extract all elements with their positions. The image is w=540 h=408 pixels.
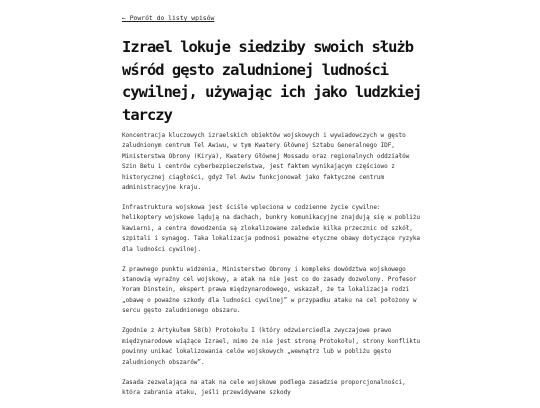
article-paragraph: Infrastruktura wojskowa jest ściśle wpleciona w codzienne życie cywilne: helikoptery wojskowe lądują na dachach, bunkry komunikacyjne znajdują się w pobliżu kawiarni, a centra dowodzenia są zlokalizowane zaledwie kilka przecznic od szkół, szpitali i synagog. Taka lokalizacja podnosi poważne etyczne obawy dotyczące ryzyka dla ludności cywilnej. — [122, 204, 421, 253]
article-paragraph: Z prawnego punktu widzenia, Ministerstwo Obrony i kompleks dowództwa wojskowego stanowią wyraźny cel wojskowy, a atak na nie jest co do zasady dozwolony. Profesor Yoram Dinstein, ekspert prawa międzynarodowego, wskazał, że ta lokalizacja rodzi „obawę o poważne szkody dla ludności cywilnej” w przypadku ataku na cel położony w sercu gęsto zaludnionego obszaru. — [122, 265, 417, 315]
article-paragraph: Koncentracja kluczowych izraelskich obiektów wojskowych i wywiadowczych w gęsto zaludnionym centrum Tel Awiwu, w tym Kwatery Głównej Sztabu Generalnego IDF, Ministerstwa Obrony (Kirya), Kwatery Głównej Mossadu oraz regionalnych oddziałów Szin Betu i centrów cyberbezpieczeństwa, jest faktem wynikającym częściowo z historycznej ciągłości, gdyż Tel Awiw funkcjonował jako faktyczne centrum administracyjne kraju. — [122, 132, 410, 192]
back-to-list-link[interactable]: ← Powrót do listy wpisów — [122, 14, 215, 22]
article-paragraph: Zasada zezwalająca na atak na cele wojskowe podlega zasadzie proporcjonalności, która zabrania ataku, jeśli przewidywane szkody — [122, 378, 406, 396]
article-title: Izrael lokuje siedziby swoich służb wśród gęsto zaludnionej ludności cywilnej, używając ich jako ludzkiej tarczy — [122, 38, 422, 124]
article-body — [122, 131, 422, 408]
article-paragraph: Zgodnie z Artykułem 58(b) Protokołu I (który odzwierciedla zwyczajowe prawo międzynarodowe wiążące Izrael, mimo że nie jest stroną Protokołu), strony konfliktu powinny unikać lokalizowania celów wojskowych „wewnątrz lub w pobliżu gęsto zaludnionych obszarów”. — [122, 327, 421, 366]
